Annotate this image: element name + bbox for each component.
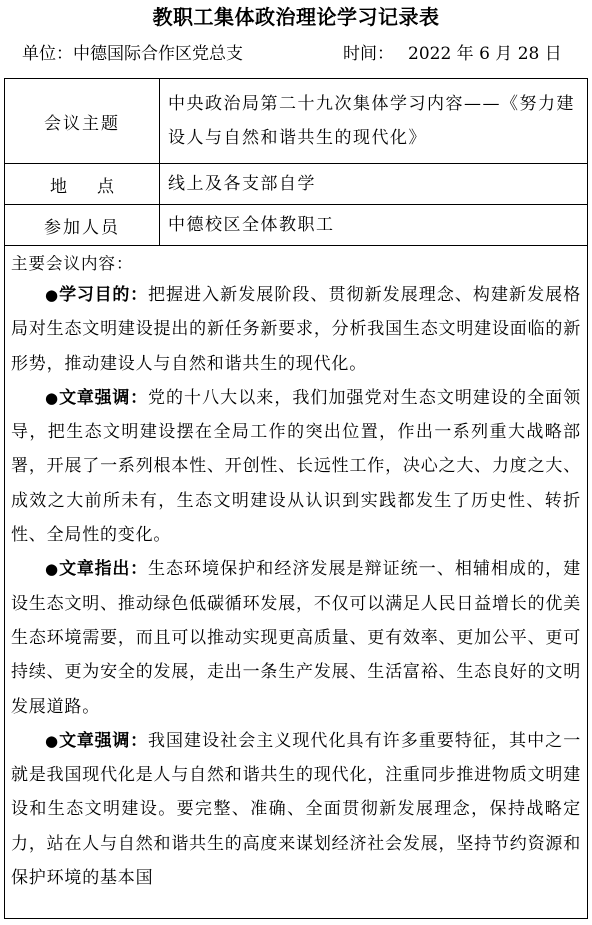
place-value: 线上及各支部自学	[160, 164, 588, 205]
unit-label: 单位：	[22, 44, 73, 64]
content-paragraph	[11, 278, 581, 381]
people-row	[5, 205, 588, 246]
topic-label: 会议主题	[5, 79, 160, 164]
content-heading: 主要会议内容：	[11, 254, 134, 273]
people-value: 中德校区全体教职工	[160, 205, 588, 246]
document-title: 教职工集体政治理论学习记录表	[152, 5, 440, 29]
record-table	[4, 78, 588, 919]
bullet-icon: ●	[45, 388, 60, 407]
bullet-icon: ●	[45, 286, 60, 304]
place-label: 地点	[5, 164, 160, 205]
topic-value: 中央政治局第二十九次集体学习内容——《努力建设人与自然和谐共生的现代化》	[160, 79, 588, 164]
paragraph-text: 把握进入新发展阶段、贯彻新发展理念、构建新发展格局对生态文明建设提出的新任务新要求，分析我国生态文明建设面临的新形势，推动建设人与自然和谐共生的现代化。	[11, 285, 582, 374]
paragraph-heading: 学习目的：	[59, 285, 148, 305]
content-paragraph	[11, 552, 581, 723]
paragraph-heading: 文章指出：	[59, 559, 148, 580]
date-value: 2022 年 6 月 28 日	[408, 44, 562, 64]
unit-info	[22, 40, 243, 68]
meeting-content	[5, 246, 588, 919]
bullet-icon: ●	[45, 731, 60, 750]
paragraph-text: 党的十八大以来，我们加强党对生态文明建设的全面领导，把生态文明建设摆在全局工作的突出位置，作出一系列重大战略部署，开展了一系列根本性、开创性、长远性工作，决心之大、力度之大、成效之大前所未有，生态文明建设从认识到实践都发生了历史性、转折性、全局性的变化。	[11, 387, 582, 546]
meta-line	[0, 40, 592, 68]
paragraph-heading: 文章强调：	[59, 387, 148, 408]
unit-value: 中德国际合作区党总支	[73, 44, 243, 64]
content-row	[5, 246, 588, 919]
paragraph-text: 生态环境保护和经济发展是辩证统一、相辅相成的，建设生态文明、推动绿色低碳循环发展，不仅可以满足人民日益增长的优美生态环境需要，而且可以推动实现更高质量、更有效率、更加公平、更可持续、更为安全的发展，走出一条生产发展、生活富裕、生态良好的文明发展道路。	[11, 559, 582, 717]
paragraph-heading: 文章强调：	[59, 730, 148, 751]
people-label: 参加人员	[5, 205, 160, 246]
date-label: 时间：	[343, 44, 394, 64]
paragraph-text: 我国建设社会主义现代化具有许多重要特征，其中之一就是我国现代化是人与自然和谐共生的现代化，注重同步推进物质文明建设和生态文明建设。要完整、准确、全面贯彻新发展理念，保持战略定力，站在人与自然和谐共生的高度来谋划经济社会发展，坚持节约资源和保护环境的基本国	[11, 730, 582, 889]
topic-row	[5, 79, 588, 164]
content-paragraph	[11, 724, 581, 895]
content-paragraph	[11, 381, 581, 552]
place-row	[5, 164, 588, 205]
bullet-icon: ●	[45, 560, 60, 579]
date-info	[343, 40, 562, 68]
